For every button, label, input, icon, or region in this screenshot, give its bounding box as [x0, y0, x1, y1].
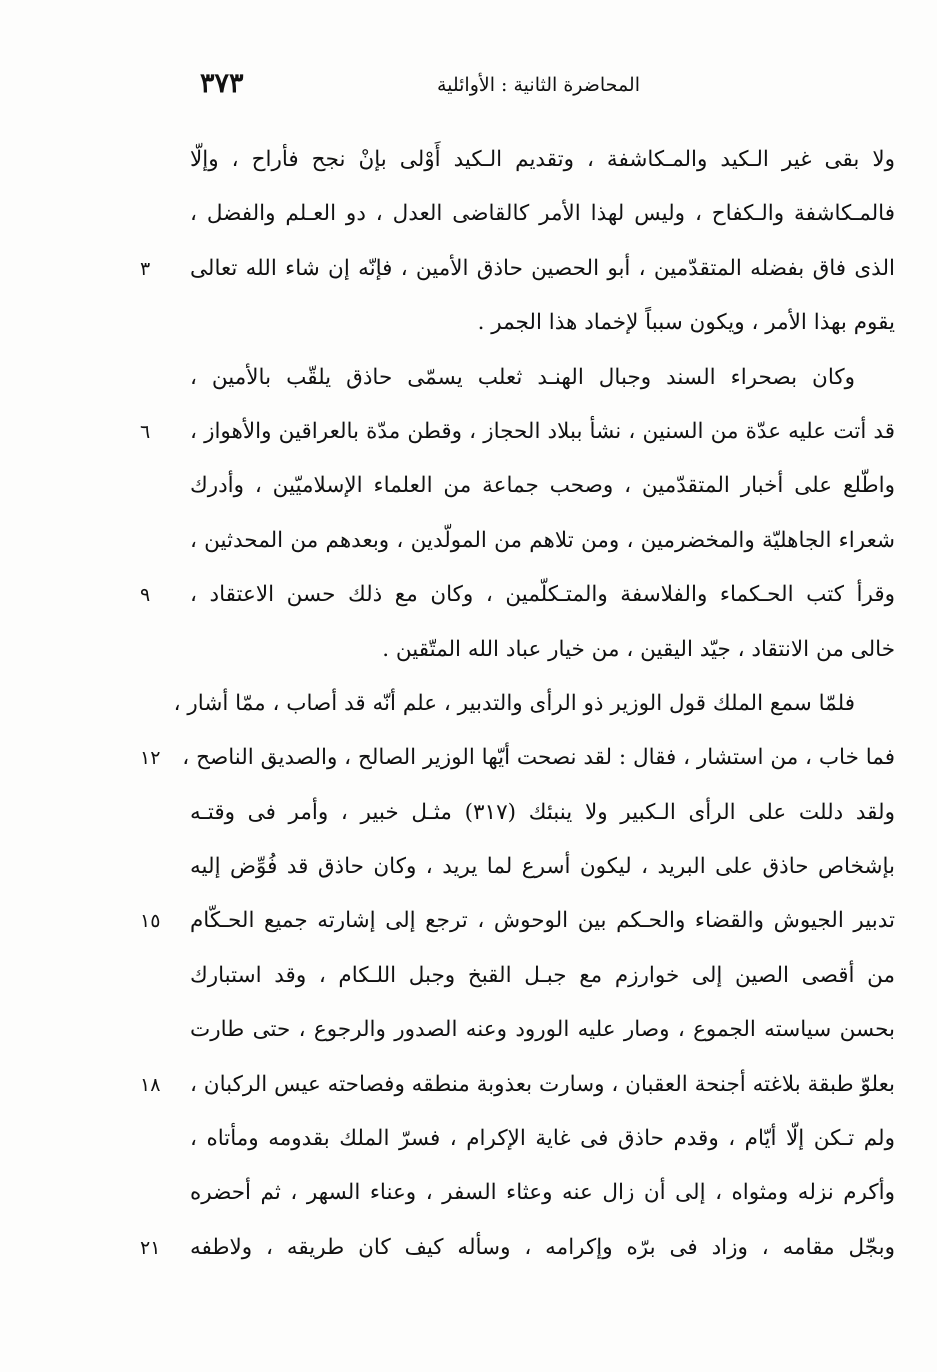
line-text: فلمّا سمع الملك قول الوزير ذو الرأى والتدبير ، علم أنّه قد أصاب ، ممّا أشار ، — [173, 690, 855, 716]
line-text: قد أتت عليه عدّة من السنين ، نشأ ببلاد الحجاز ، وقطن مدّة بالعراقين والأهواز ، — [190, 418, 895, 444]
line-text: وأكرم نزله ومثواه ، إلى أن زال عنه وعثاء السفر ، وعناء السهر ، ثم أحضره — [190, 1180, 895, 1206]
line-text: وكان بصحراء السند وجبال الهنـد ثعلب يسمّى حاذق يلقّب بالأمين ، — [190, 364, 855, 390]
text-line — [190, 1171, 895, 1225]
line-text: بعلوّ طبقة بلاغته أجنحة العقبان ، وسارت بعذوبة منطقه وفصاحته عيس الركبان ، — [190, 1071, 895, 1097]
body-text — [140, 138, 895, 1280]
line-number: ٢١ — [140, 1236, 161, 1259]
line-text: خالى من الانتقاد ، جيّد اليقين ، من خيار عباد الله المتّقين . — [382, 636, 895, 662]
line-number: ٣ — [140, 257, 151, 280]
line-number: ١٢ — [140, 747, 161, 770]
line-text: تدبير الجيوش والقضاء والحـكم بين الوحوش ، ترجع إلى إشارته جميع الحـكّام — [190, 908, 895, 934]
page-number: ٣٧٣ — [200, 68, 244, 99]
text-line — [190, 628, 895, 682]
line-number: ٩ — [140, 584, 151, 607]
line-text: وبجّل مقامه ، وزاد فى برّه وإكرامه ، وسأله كيف كان طريقه ، ولاطفه — [190, 1234, 895, 1260]
text-line — [140, 410, 895, 464]
page-header — [200, 66, 640, 106]
line-text: من أقصى الصين إلى خوارزم مع جبـل القبخ وجبل اللـكام ، وقد استبارك — [190, 962, 895, 988]
line-text: ولم تـكن إلّا أيّام ، وقدم حاذق فى غاية الإكرام ، فسرّ الملك بقدومه ومأتاه ، — [190, 1126, 895, 1152]
text-line — [190, 356, 895, 410]
text-line — [190, 1008, 895, 1062]
text-line — [140, 899, 895, 953]
text-line — [190, 464, 895, 518]
text-line — [190, 301, 895, 355]
line-text: بحسن سياسته الجموع ، وصار عليه الورود وعنه الصدور والرجوع ، حتى طارت — [190, 1017, 895, 1043]
line-text: يقوم بهذا الأمر ، ويكون سبباً لإخماد هذا الجمر . — [477, 310, 895, 336]
line-text: ولا بقى غير الـكيد والمـكاشفة ، وتقديم الـكيد أَوْلى بإنْ نجح فأراح ، وإلّا — [190, 147, 895, 172]
line-text: واطّلع على أخبار المتقدّمين ، وصحب جماعة من العلماء الإسلاميّين ، وأدرك — [190, 473, 895, 499]
text-line — [140, 573, 895, 627]
line-text: بإشخاص حاذق على البريد ، ليكون أسرع لما يريد ، وكان حاذق قد فُوِّض إليه — [190, 854, 895, 880]
text-line — [190, 954, 895, 1008]
line-text: شعراء الجاهليّة والمخضرمين ، ومن تلاهم من المولّدين ، وبعدهم من المحدثين ، — [190, 527, 895, 553]
text-line — [190, 192, 895, 246]
text-line — [190, 845, 895, 899]
text-line — [140, 247, 895, 301]
text-line — [190, 519, 895, 573]
text-line — [140, 1063, 895, 1117]
running-title: المحاضرة الثانية : الأوائلية — [436, 74, 640, 96]
text-line — [140, 736, 895, 790]
line-text: الذى فاق بفضله المتقدّمين ، أبو الحصين حاذق الأمين ، فإنّه إن شاء الله تعالى — [190, 255, 895, 281]
line-text: ولقد دللت على الرأى الـكبير ولا ينبئك (٣١٧) مثـل خبير ، وأمر فى وقتـه — [190, 799, 895, 825]
text-line — [173, 682, 895, 736]
line-number: ١٥ — [140, 910, 161, 933]
text-line — [190, 138, 895, 192]
line-text: فما خاب ، من استشار ، فقال : لقد نصحت أيّها الوزير الصالح ، والصديق الناصح ، — [182, 745, 895, 771]
line-text: فالمـكاشفة والـكفاح ، وليس لهذا الأمر كالقاضى العدل ، دو العـلم والفضل ، — [190, 201, 895, 227]
line-number: ٦ — [140, 420, 151, 443]
line-number: ١٨ — [140, 1073, 161, 1096]
text-line — [140, 1226, 895, 1280]
text-line — [190, 791, 895, 845]
text-line — [190, 1117, 895, 1171]
line-text: وقرأ كتب الحـكماء والفلاسفة والمتـكلّمين ، وكان مع ذلك حسن الاعتقاد ، — [190, 582, 895, 608]
